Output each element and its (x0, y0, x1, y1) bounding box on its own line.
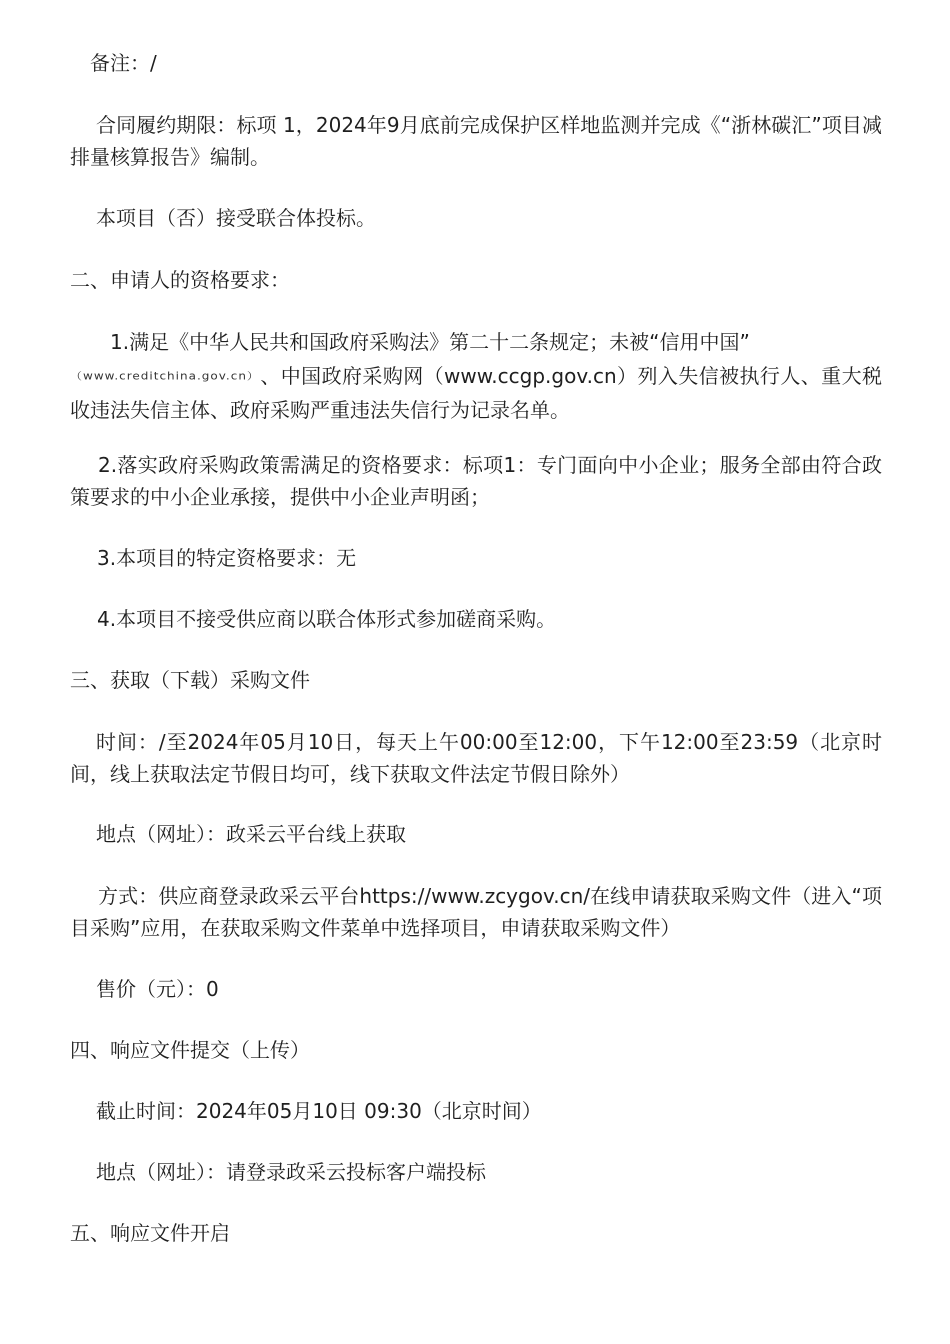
price-line: 售价（元）：0 (96, 977, 219, 1001)
requirement-1-text-start: 1.满足《中华人民共和国政府采购法》第二十二条规定；未被“信用中国” (110, 330, 750, 354)
requirement-3-line: 3.本项目的特定资格要求：无 (97, 546, 357, 570)
contract-period-paragraph: 合同履约期限：标项 1，2024年9月底前完成保护区样地监测并完成《“浙林碳汇”项目减排量核算报告》编制。 (70, 113, 882, 169)
deadline-line: 截止时间：2024年05月10日 09:30（北京时间） (96, 1099, 542, 1123)
requirement-4-line: 4.本项目不接受供应商以联合体形式参加磋商采购。 (97, 607, 557, 631)
remark-line: 备注：/ (90, 51, 157, 75)
submit-place-line: 地点（网址）：请登录政采云投标客户端投标 (96, 1160, 486, 1184)
section-4-heading: 四、响应文件提交（上传） (70, 1038, 310, 1062)
joint-bid-line: 本项目（否）接受联合体投标。 (96, 206, 376, 230)
obtain-time-paragraph: 时间：/至2024年05月10日，每天上午00:00至12:00，下午12:00至23:59（北京时间，线上获取法定节假日均可，线下获取文件法定节假日除外） (70, 730, 882, 786)
requirement-2-paragraph: 2.落实政府采购政策需满足的资格要求：标项1：专门面向中小企业；服务全部由符合政策要求的中小企业承接，提供中小企业声明函； (70, 453, 882, 509)
obtain-place-line: 地点（网址）：政采云平台线上获取 (96, 822, 406, 846)
obtain-method-paragraph: 方式：供应商登录政采云平台https://www.zcygov.cn/在线申请获取采购文件（进入“项目采购”应用，在获取采购文件菜单中选择项目，申请获取采购文件） (70, 884, 882, 940)
requirement-1-paragraph (70, 325, 882, 427)
section-2-heading: 二、申请人的资格要求： (70, 268, 290, 292)
section-3-heading: 三、获取（下载）采购文件 (70, 668, 310, 692)
section-5-heading: 五、响应文件开启 (70, 1221, 230, 1245)
creditchina-url: （www.creditchina.gov.cn） (70, 370, 260, 382)
requirement-1-text-end: 、中国政府采购网（www.ccgp.gov.cn）列入失信被执行人、重大税收违法失信主体、政府采购严重违法失信行为记录名单。 (70, 364, 882, 422)
